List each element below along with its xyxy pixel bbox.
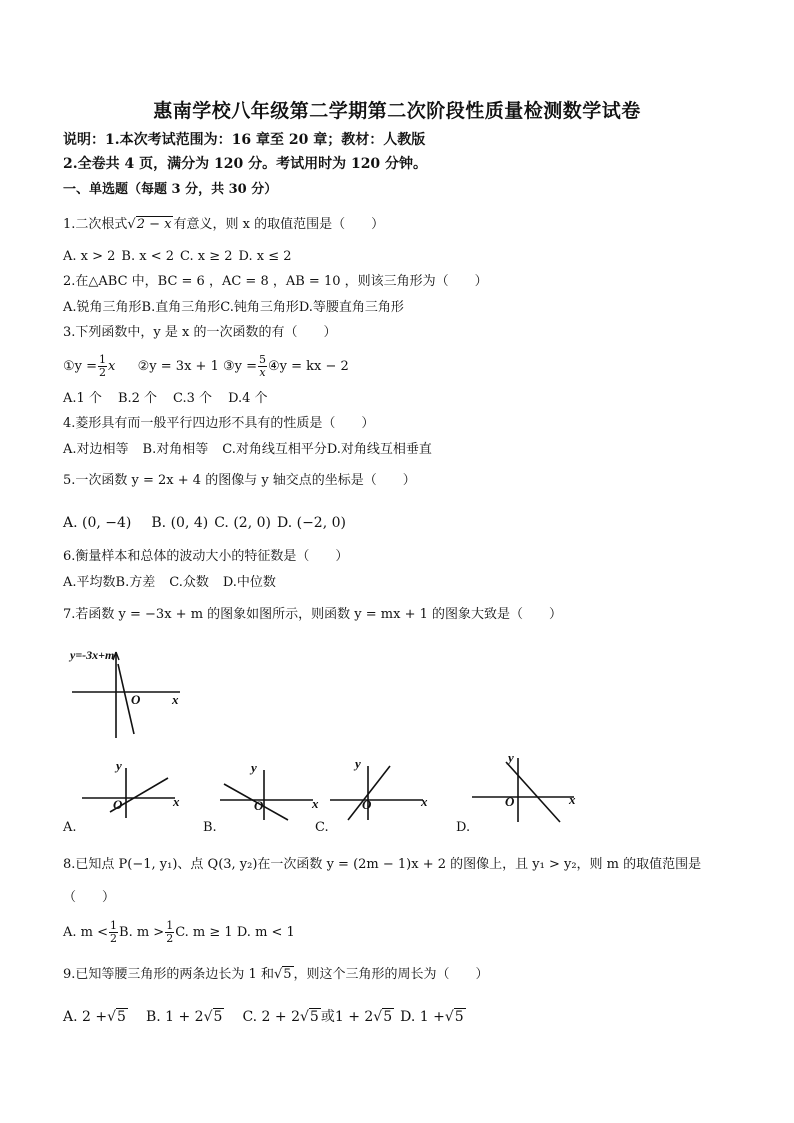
q5-option-d[interactable]: D. (−2, 0) [276,515,346,531]
q3-option-c[interactable]: C.3 个 [173,391,213,406]
q3-functions [63,350,349,386]
q3-options [63,390,274,408]
instructions-line-2: 2.全卷共 4 页，满分为 120 分。考试用时为 120 分钟。 [63,156,428,172]
q1-suffix: 有意义，则 x 的取值范围是（ ） [173,217,385,232]
q7-b-x-label: x [312,796,319,811]
q1-option-d[interactable]: D. x ≤ 2 [238,249,292,264]
q7-option-b[interactable]: B. [203,820,217,835]
q3-option-a[interactable]: A.1 个 [63,391,102,406]
q3-option-d[interactable]: D.4 个 [228,391,268,406]
section-heading: 一、单选题（每题 3 分，共 30 分） [63,182,278,197]
q5-option-b[interactable]: B. (0, 4) [151,515,209,531]
q6-options [63,574,282,592]
q8-paren: （ ） [63,890,116,905]
q7-x-label: x [172,692,179,707]
question-9 [63,966,489,984]
q3-f2: ②y = 3x + 1 [137,359,219,374]
q7-b-origin: O [254,798,264,813]
q3-f1-lead: ①y = [63,359,98,374]
q1-options [63,248,298,266]
q8-options [63,916,295,952]
q7-c-y-label: y [355,756,361,771]
q4-option-b[interactable]: B.对角相等 [142,442,209,457]
question-1 [63,216,384,234]
q1-option-b[interactable]: B. x < 2 [121,249,174,264]
q9-suffix: ，则这个三角形的周长为（ ） [293,967,489,982]
q4-option-a[interactable]: A.对边相等 [63,442,129,457]
q6-option-d[interactable]: D.中位数 [222,575,276,590]
q7-c-x-label: x [421,794,428,809]
q7-d-origin: O [505,794,515,809]
q1-option-a[interactable]: A. x > 2 [63,249,116,264]
q5-options [63,514,352,532]
q7-graph-label: y=-3x+m [70,648,115,662]
q7-d-x-label: x [569,792,576,807]
q7-b-y-label: y [251,760,257,775]
exam-title: 惠南学校八年级第二学期第二次阶段性质量检测数学试卷 [153,100,641,122]
q3-f1-var: x [108,359,116,374]
q7-graph-b[interactable] [218,762,323,822]
q8-option-d[interactable]: D. m < 1 [236,925,295,940]
q7-origin-label: O [131,692,141,707]
q4-options [63,441,438,459]
q9-option-b[interactable]: B. 1 + 2√5 [145,1009,223,1025]
q5-option-a[interactable]: A. (0, −4) [63,515,132,531]
q8-option-b[interactable]: B. m > $\frac{1}{2}$ [119,919,174,945]
question-3: 3.下列函数中，y 是 x 的一次函数的有（ ） [63,325,337,340]
q9-prefix: 9.已知等腰三角形的两条边长为 1 和 [63,967,274,982]
q7-graph-c[interactable] [328,758,433,822]
question-5: 5.一次函数 y = 2x + 4 的图像与 y 轴交点的坐标是（ ） [63,473,416,488]
q6-option-c[interactable]: C.众数 [169,575,209,590]
q7-c-origin: O [362,797,372,812]
q3-f1-fraction: $\frac{1}{2}$ [99,353,107,379]
q7-option-c[interactable]: C. [315,820,329,835]
q3-f4: ④y = kx − 2 [268,359,349,374]
q9-sqrt5: √5 [273,967,292,982]
q9-option-d[interactable]: D. 1 +√5 [400,1009,464,1025]
q6-option-ab[interactable]: A.平均数B.方差 [63,575,156,590]
q7-a-x-label: x [173,794,180,809]
q4-option-cd[interactable]: C.对角线互相平分D.对角线互相垂直 [222,442,432,457]
q8-option-c[interactable]: C. m ≥ 1 [175,925,233,940]
q7-graph-a[interactable] [80,760,185,820]
q7-option-a[interactable]: A. [63,820,77,835]
q2-options[interactable]: A.锐角三角形B.直角三角形C.钝角三角形D.等腰直角三角形 [63,300,404,315]
q5-option-c[interactable]: C. (2, 0) [214,515,271,531]
q9-option-a[interactable]: A. 2 +√5 [63,1009,126,1025]
question-8: 8.已知点 P(−1, y₁)、点 Q(3, y₂)在一次函数 y = (2m − 1)x + 2 的图像上，且 y₁ > y₂，则 m 的取值范围是 [63,857,702,872]
q7-d-y-label: y [508,750,514,765]
instructions-line-1: 说明：1.本次考试范围为：16 章至 20 章；教材：人教版 [63,132,426,148]
q8-option-a[interactable]: A. m < $\frac{1}{2}$ [63,919,118,945]
question-7: 7.若函数 y = −3x + m 的图象如图所示，则函数 y = mx + 1 的图象大致是（ ） [63,607,563,622]
q1-prefix: 1.二次根式 [63,217,128,232]
question-6: 6.衡量样本和总体的波动大小的特征数是（ ） [63,549,349,564]
q7-graph-d[interactable] [470,752,580,824]
q3-f3-fraction: $\frac{5}{x}$ [259,353,267,379]
q7-option-d[interactable]: D. [456,820,471,835]
question-2: 2.在△ABC 中，BC = 6 ，AC = 8 ，AB = 10 ，则该三角形为（ ） [63,274,488,289]
q7-a-y-label: y [116,758,122,773]
question-4: 4.菱形具有而一般平行四边形不具有的性质是（ ） [63,416,375,431]
q1-radical: √2 − x [127,217,172,232]
q1-option-c[interactable]: C. x ≥ 2 [180,249,233,264]
q9-options [63,1008,466,1026]
q3-option-b[interactable]: B.2 个 [117,391,158,406]
q7-a-origin: O [113,797,123,812]
q3-f3-lead: ③y = [222,359,258,374]
q9-option-c[interactable]: C. 2 + 2√5 或1 + 2√5 [242,1009,393,1025]
